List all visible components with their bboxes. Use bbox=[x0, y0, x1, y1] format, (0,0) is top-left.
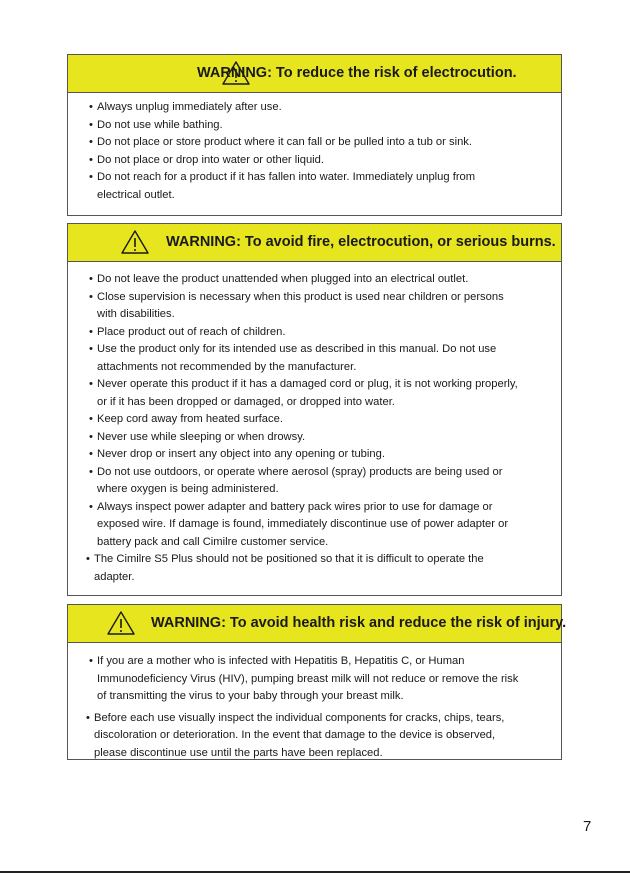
warning-title: WARNING: To avoid health risk and reduce the risk of injury. bbox=[151, 615, 567, 631]
list-item-continuation: where oxygen is being administered. bbox=[97, 483, 279, 495]
list-item-continuation: please discontinue use until the parts have been replaced. bbox=[94, 746, 383, 759]
warning-header bbox=[68, 224, 561, 262]
warning-list bbox=[68, 262, 561, 586]
warning-list bbox=[68, 93, 561, 204]
page-number: 7 bbox=[583, 818, 592, 835]
list-item: • Place product out of reach of children. bbox=[68, 324, 561, 342]
list-item-continuation: adapter. bbox=[94, 570, 135, 583]
list-item: • Do not leave the product unattended when plugged into an electrical outlet. bbox=[68, 271, 561, 289]
list-item-continuation: electrical outlet. bbox=[97, 188, 175, 201]
list-item-continuation: battery pack and call Cimilre customer service. bbox=[97, 535, 329, 548]
warning-header bbox=[68, 55, 561, 93]
list-item: • Always inspect power adapter and battery pack wires prior to use for damage or bbox=[68, 499, 561, 517]
warning-box-electrocution bbox=[67, 54, 562, 216]
warning-header bbox=[68, 605, 567, 643]
list-item: • Always unplug immediately after use. bbox=[68, 99, 561, 117]
list-item-continuation: exposed wire. If damage is found, immediately discontinue use of power adapter or bbox=[97, 518, 509, 530]
list-item: • Never use while sleeping or when drowsy. bbox=[68, 429, 561, 447]
list-item: • Never operate this product if it has a damaged cord or plug, it is not working properly, bbox=[68, 376, 561, 394]
list-item-continuation: discoloration or deterioration. In the event that damage to the device is observed, bbox=[94, 729, 496, 741]
list-item-continuation: attachments not recommended by the manufacturer. bbox=[97, 360, 357, 373]
warning-title: WARNING: To reduce the risk of electrocution. bbox=[197, 65, 517, 81]
bottom-divider bbox=[0, 871, 630, 873]
list-item: • Before each use visually inspect the individual components for cracks, chips, tears, bbox=[68, 710, 561, 728]
list-item: • Keep cord away from heated surface. bbox=[68, 411, 561, 429]
list-item: • Close supervision is necessary when this product is used near children or persons bbox=[68, 289, 561, 307]
list-item-continuation: Immunodeficiency Virus (HIV), pumping breast milk will not reduce or remove the risk bbox=[97, 672, 519, 685]
list-item: • Never drop or insert any object into any opening or tubing. bbox=[68, 446, 561, 464]
list-item-continuation: with disabilities. bbox=[97, 308, 175, 320]
warning-box-health bbox=[67, 604, 567, 760]
list-item: • Do not place or drop into water or other liquid. bbox=[68, 152, 561, 170]
list-item-continuation: of transmitting the virus to your baby through your breast milk. bbox=[97, 690, 404, 702]
warning-title: WARNING: To avoid fire, electrocution, or serious burns. bbox=[166, 234, 556, 250]
list-item: • Do not reach for a product if it has fallen into water. Immediately unplug from bbox=[68, 169, 561, 187]
warning-box-fire bbox=[67, 223, 562, 596]
list-item-continuation: or if it has been dropped or damaged, or dropped into water. bbox=[97, 395, 395, 408]
list-item: • The Cimilre S5 Plus should not be positioned so that it is difficult to operate the bbox=[68, 551, 561, 569]
warning-triangle-icon bbox=[106, 610, 136, 636]
list-item: • Do not use outdoors, or operate where aerosol (spray) products are being used or bbox=[68, 464, 561, 482]
list-item: • If you are a mother who is infected with Hepatitis B, Hepatitis C, or Human bbox=[68, 653, 561, 671]
warning-list bbox=[68, 643, 561, 762]
warning-triangle-icon bbox=[120, 229, 150, 255]
list-item: • Do not use while bathing. bbox=[68, 117, 561, 135]
list-item: • Use the product only for its intended use as described in this manual. Do not use bbox=[68, 341, 561, 359]
list-item: • Do not place or store product where it can fall or be pulled into a tub or sink. bbox=[68, 134, 561, 152]
